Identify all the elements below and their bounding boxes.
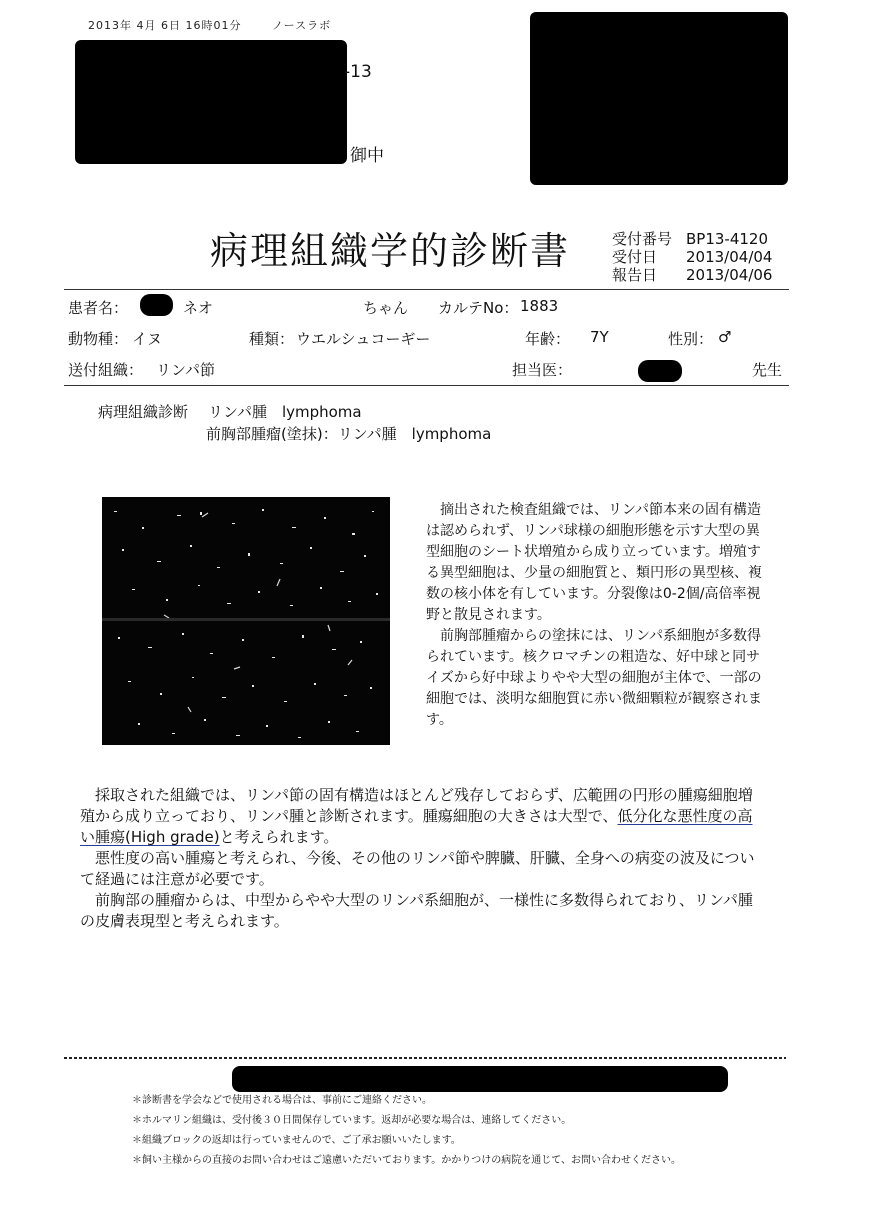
rule-bottom xyxy=(64,385,789,386)
rule-top xyxy=(64,289,789,290)
comment-p1-underlined: 低分化な悪性度の高い腫瘍(High grade) xyxy=(80,807,753,846)
patient-name-label: 患者名： xyxy=(68,299,129,317)
doctor-suffix: 先生 xyxy=(752,361,783,379)
footer-notes xyxy=(132,1091,681,1171)
redacted-lab-address xyxy=(232,1066,728,1092)
accept-no: BP13-4120 xyxy=(686,230,769,248)
sex-label: 性別： xyxy=(668,330,714,348)
age-label: 年齢： xyxy=(525,330,571,348)
report-date: 2013/04/06 xyxy=(686,266,773,284)
redacted-owner-name xyxy=(140,294,173,316)
diagnosis-line2: 前胸部腫瘤(塗抹)：リンパ腫 lymphoma xyxy=(206,425,492,443)
page-title: 病理組織学的診断書 xyxy=(210,229,571,273)
image-fold-line xyxy=(102,618,390,621)
comment-paragraph-1 xyxy=(80,785,760,848)
chart-no-label: カルテNo： xyxy=(438,299,519,317)
redacted-lab-info xyxy=(530,12,788,185)
comment-p1-text: 採取された組織では、リンパ節の固有構造はほとんど残存しておらず、広範囲の円形の腫瘍細胞増殖から成り立っており、リンパ腫と診断されます。腫瘍細胞の大きさは大型で、 xyxy=(80,786,753,825)
fax-sender: ノースラボ xyxy=(272,19,332,32)
histology-image xyxy=(102,497,390,745)
comment-paragraph-2: 悪性度の高い腫瘍と考えられ、今後、その他のリンパ節や脾臓、肝臓、全身への病変の波及について経過には注意が必要です。 xyxy=(80,849,755,888)
chart-no: 1883 xyxy=(520,297,559,315)
species: イヌ xyxy=(132,330,163,348)
accept-no-label: 受付番号 xyxy=(612,230,673,248)
footer-note: ＊ホルマリン組織は、受付後３０日間保存しています。返却が必要な場合は、連絡してください。 xyxy=(132,1115,572,1126)
age: 7Y xyxy=(590,328,609,346)
recipient-number-suffix: -13 xyxy=(344,62,372,82)
redacted-recipient xyxy=(75,40,347,164)
patient-name-suffix: ちゃん xyxy=(363,299,409,317)
footer-rule xyxy=(64,1057,786,1059)
fax-timestamp: 2013年 4月 6日 16時01分 xyxy=(88,19,242,32)
findings-block xyxy=(426,500,771,731)
comment-paragraph-3: 前胸部の腫瘤からは、中型からやや大型のリンパ系細胞が、一様性に多数得られており、リンパ腫の皮膚表現型と考えられます。 xyxy=(80,891,753,930)
patient-name: ネオ xyxy=(183,299,214,317)
redacted-doctor-name xyxy=(638,360,682,382)
breed: ウエルシュコーギー xyxy=(296,330,431,348)
sex: ♂ xyxy=(718,328,732,346)
findings-paragraph-1: 摘出された検査組織では、リンパ節本来の固有構造は認められず、リンパ球様の細胞形態を示す大型の異型細胞のシート状増殖から成り立っています。増殖する異型細胞は、少量の細胞質と、類円形の異型核、複数の核小体を有しています。分裂像は0-2個/高倍率視野と散見されます。 xyxy=(426,502,762,623)
comment-block xyxy=(80,785,760,932)
diagnosis-label: 病理組織診断 xyxy=(98,403,189,421)
findings-paragraph-2: 前胸部腫瘤からの塗抹には、リンパ系細胞が多数得られています。核クロマチンの粗造な、好中球と同サイズから好中球よりやや大型の細胞が主体で、一部の細胞では、淡明な細胞質に赤い微細顆粒が観察されます。 xyxy=(426,628,762,728)
breed-label: 種類： xyxy=(249,330,295,348)
tissue: リンパ節 xyxy=(156,361,215,379)
accept-date-label: 受付日 xyxy=(612,248,658,266)
accept-date: 2013/04/04 xyxy=(686,248,773,266)
histology-speckles xyxy=(102,497,390,745)
footer-note: ＊組織ブロックの返却は行っていませんので、ご了承お願いいたします。 xyxy=(132,1135,461,1146)
report-date-label: 報告日 xyxy=(612,266,658,284)
comment-p1-end: と考えられます。 xyxy=(219,828,339,846)
footer-note: ＊飼い主様からの直接のお問い合わせはご遠慮いただいております。かかりつけの病院を通じて、お問い合わせください。 xyxy=(132,1155,681,1166)
tissue-label: 送付組織： xyxy=(68,361,144,379)
doctor-label: 担当医： xyxy=(512,361,573,379)
recipient-honorific: 御中 xyxy=(350,146,384,166)
footer-note: ＊診断書を学会などで使用される場合は、事前にご連絡ください。 xyxy=(132,1095,432,1106)
species-label: 動物種： xyxy=(68,330,129,348)
diagnosis-line1: リンパ腫 lymphoma xyxy=(208,403,362,421)
